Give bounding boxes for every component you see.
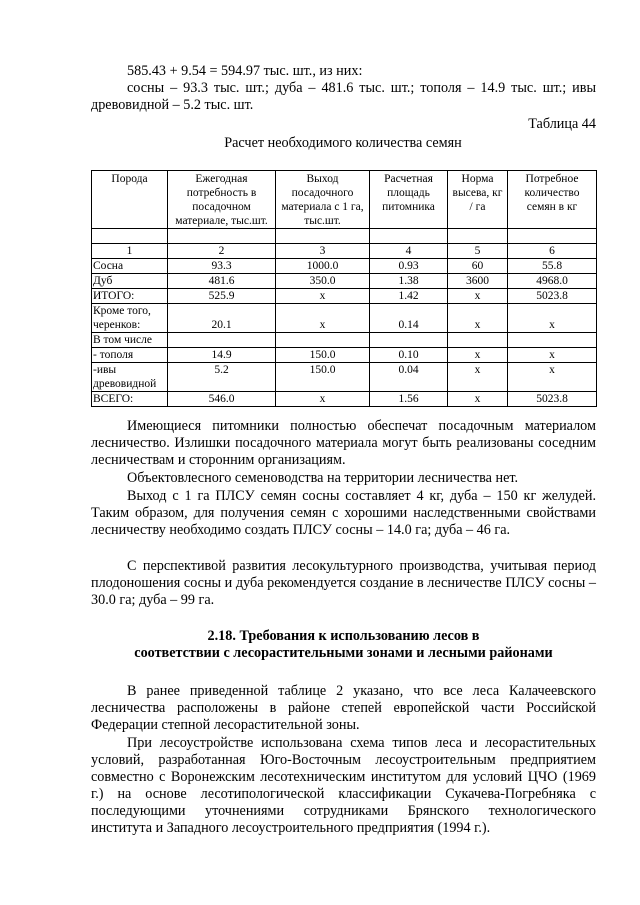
table-cell: 1000.0 [276,259,370,274]
seed-table [91,170,597,407]
table-cell: 150.0 [276,348,370,363]
intro-line-2: сосны – 93.3 тыс. шт.; дуба – 481.6 тыс. шт.; тополя – 14.9 тыс. шт.; ивы древовидной – 5.2 тыс. шт. [91,80,596,113]
table-cell [448,333,508,348]
section-title-line-1: 2.18. Требования к использованию лесов в [207,628,480,644]
header-cell: Выход посадочного материала с 1 га, тыс.шт. [276,171,370,229]
table-cell: 55.8 [508,259,597,274]
table-cell: 3600 [448,274,508,289]
table-cell: 60 [448,259,508,274]
table-header-row [92,171,597,229]
paragraph-perspective: С перспективой развития лесокультурного производства, учитывая период плодоношения сосны и дуба рекомендуется создание в лесничестве ПЛСУ сосны – 30.0 га; дуба – 99 га. [91,558,596,608]
table-label: Таблица 44 [528,116,596,132]
paragraph-seed-objects: Объектовлесного семеноводства на территории лесничества нет. [127,470,519,486]
table-cell [370,333,448,348]
table-cell: ИТОГО: [92,289,168,304]
table-row [92,259,597,274]
table-cell: х [448,304,508,333]
table-cell: 546.0 [168,392,276,407]
intro-line-1: 585.43 + 9.54 = 594.97 тыс. шт., из них: [127,63,363,79]
table-cell: 93.3 [168,259,276,274]
header-cell: Порода [92,171,168,229]
header-cell: Норма высева, кг / га [448,171,508,229]
table-cell: х [276,289,370,304]
table-cell: 5.2 [168,363,276,392]
table-cell: - тополя [92,348,168,363]
table-row [92,348,597,363]
table-row [92,363,597,392]
column-number: 5 [448,244,508,259]
table-row [92,333,597,348]
table-row [92,304,597,333]
table-cell: 525.9 [168,289,276,304]
table-cell: 481.6 [168,274,276,289]
table-cell: х [448,289,508,304]
table-cell: х [448,363,508,392]
column-number: 1 [92,244,168,259]
paragraph-classification: При лесоустройстве использована схема типов леса и лесорастительных условий, разработанная Юго-Восточным лесоустроительным предприятием совместно с Воронежским лесотехническим институтом для условий ЦЧО (1969 г.) на основе лесотипологической классификации Сукачева-Погребняка с последующими уточнениями сотрудниками Брянского технологического института и Западного лесоустроительного предприятия (1994 г.). [91,735,596,836]
header-cell: Ежегодная потребность в посадочном материале, тыс.шт. [168,171,276,229]
header-cell: Расчетная площадь питомника [370,171,448,229]
table-caption: Расчет необходимого количества семян [224,135,462,151]
table-cell: 4968.0 [508,274,597,289]
table-cell: -ивы древовидной [92,363,168,392]
paragraph-nursery: Имеющиеся питомники полностью обеспечат посадочным материалом лесничество. Излишки посадочного материала могут быть реализованы соседним лесничествам и сторонним организациям. [91,418,596,468]
table-cell [168,333,276,348]
table-cell: х [276,304,370,333]
table-cell: х [448,348,508,363]
table-cell: 150.0 [276,363,370,392]
table-cell: 0.10 [370,348,448,363]
table-row [92,274,597,289]
table-spacer-row [92,229,597,244]
table-row [92,392,597,407]
table-cell: Дуб [92,274,168,289]
table-cell: 0.93 [370,259,448,274]
column-number: 3 [276,244,370,259]
column-number-row [92,244,597,259]
table-cell: х [508,304,597,333]
paragraph-seed-yield: Выход с 1 га ПЛСУ семян сосны составляет 4 кг, дуба – 150 кг желудей. Таким образом, для получения семян с хорошими наследственными свойствами лесничеству необходимо создать ПЛСУ сосны – 14.0 га; дуба – 46 га. [91,488,596,538]
table-cell [508,333,597,348]
table-cell: 1.56 [370,392,448,407]
table-cell: 0.04 [370,363,448,392]
section-title-line-2: соответствии с лесорастительными зонами и лесными районами [134,645,553,661]
header-cell: Потребное количество семян в кг [508,171,597,229]
column-number: 6 [508,244,597,259]
table-cell: х [508,363,597,392]
table-cell: В том числе [92,333,168,348]
table-cell: 350.0 [276,274,370,289]
paragraph-forest-zone: В ранее приведенной таблице 2 указано, что все леса Калачеевского лесничества расположены в районе степей европейской части Российской Федерации степной лесорастительной зоны. [91,683,596,733]
table-cell: 5023.8 [508,392,597,407]
table-cell: ВСЕГО: [92,392,168,407]
column-number: 2 [168,244,276,259]
table-cell [276,333,370,348]
table-cell: х [448,392,508,407]
table-cell: 1.42 [370,289,448,304]
table-cell: 0.14 [370,304,448,333]
table-cell: х [276,392,370,407]
table-cell: Сосна [92,259,168,274]
column-number: 4 [370,244,448,259]
table-cell: 5023.8 [508,289,597,304]
table-row [92,289,597,304]
table-cell: 20.1 [168,304,276,333]
table-cell: 14.9 [168,348,276,363]
table-cell: 1.38 [370,274,448,289]
table-cell: х [508,348,597,363]
table-cell: Кроме того, черенков: [92,304,168,333]
